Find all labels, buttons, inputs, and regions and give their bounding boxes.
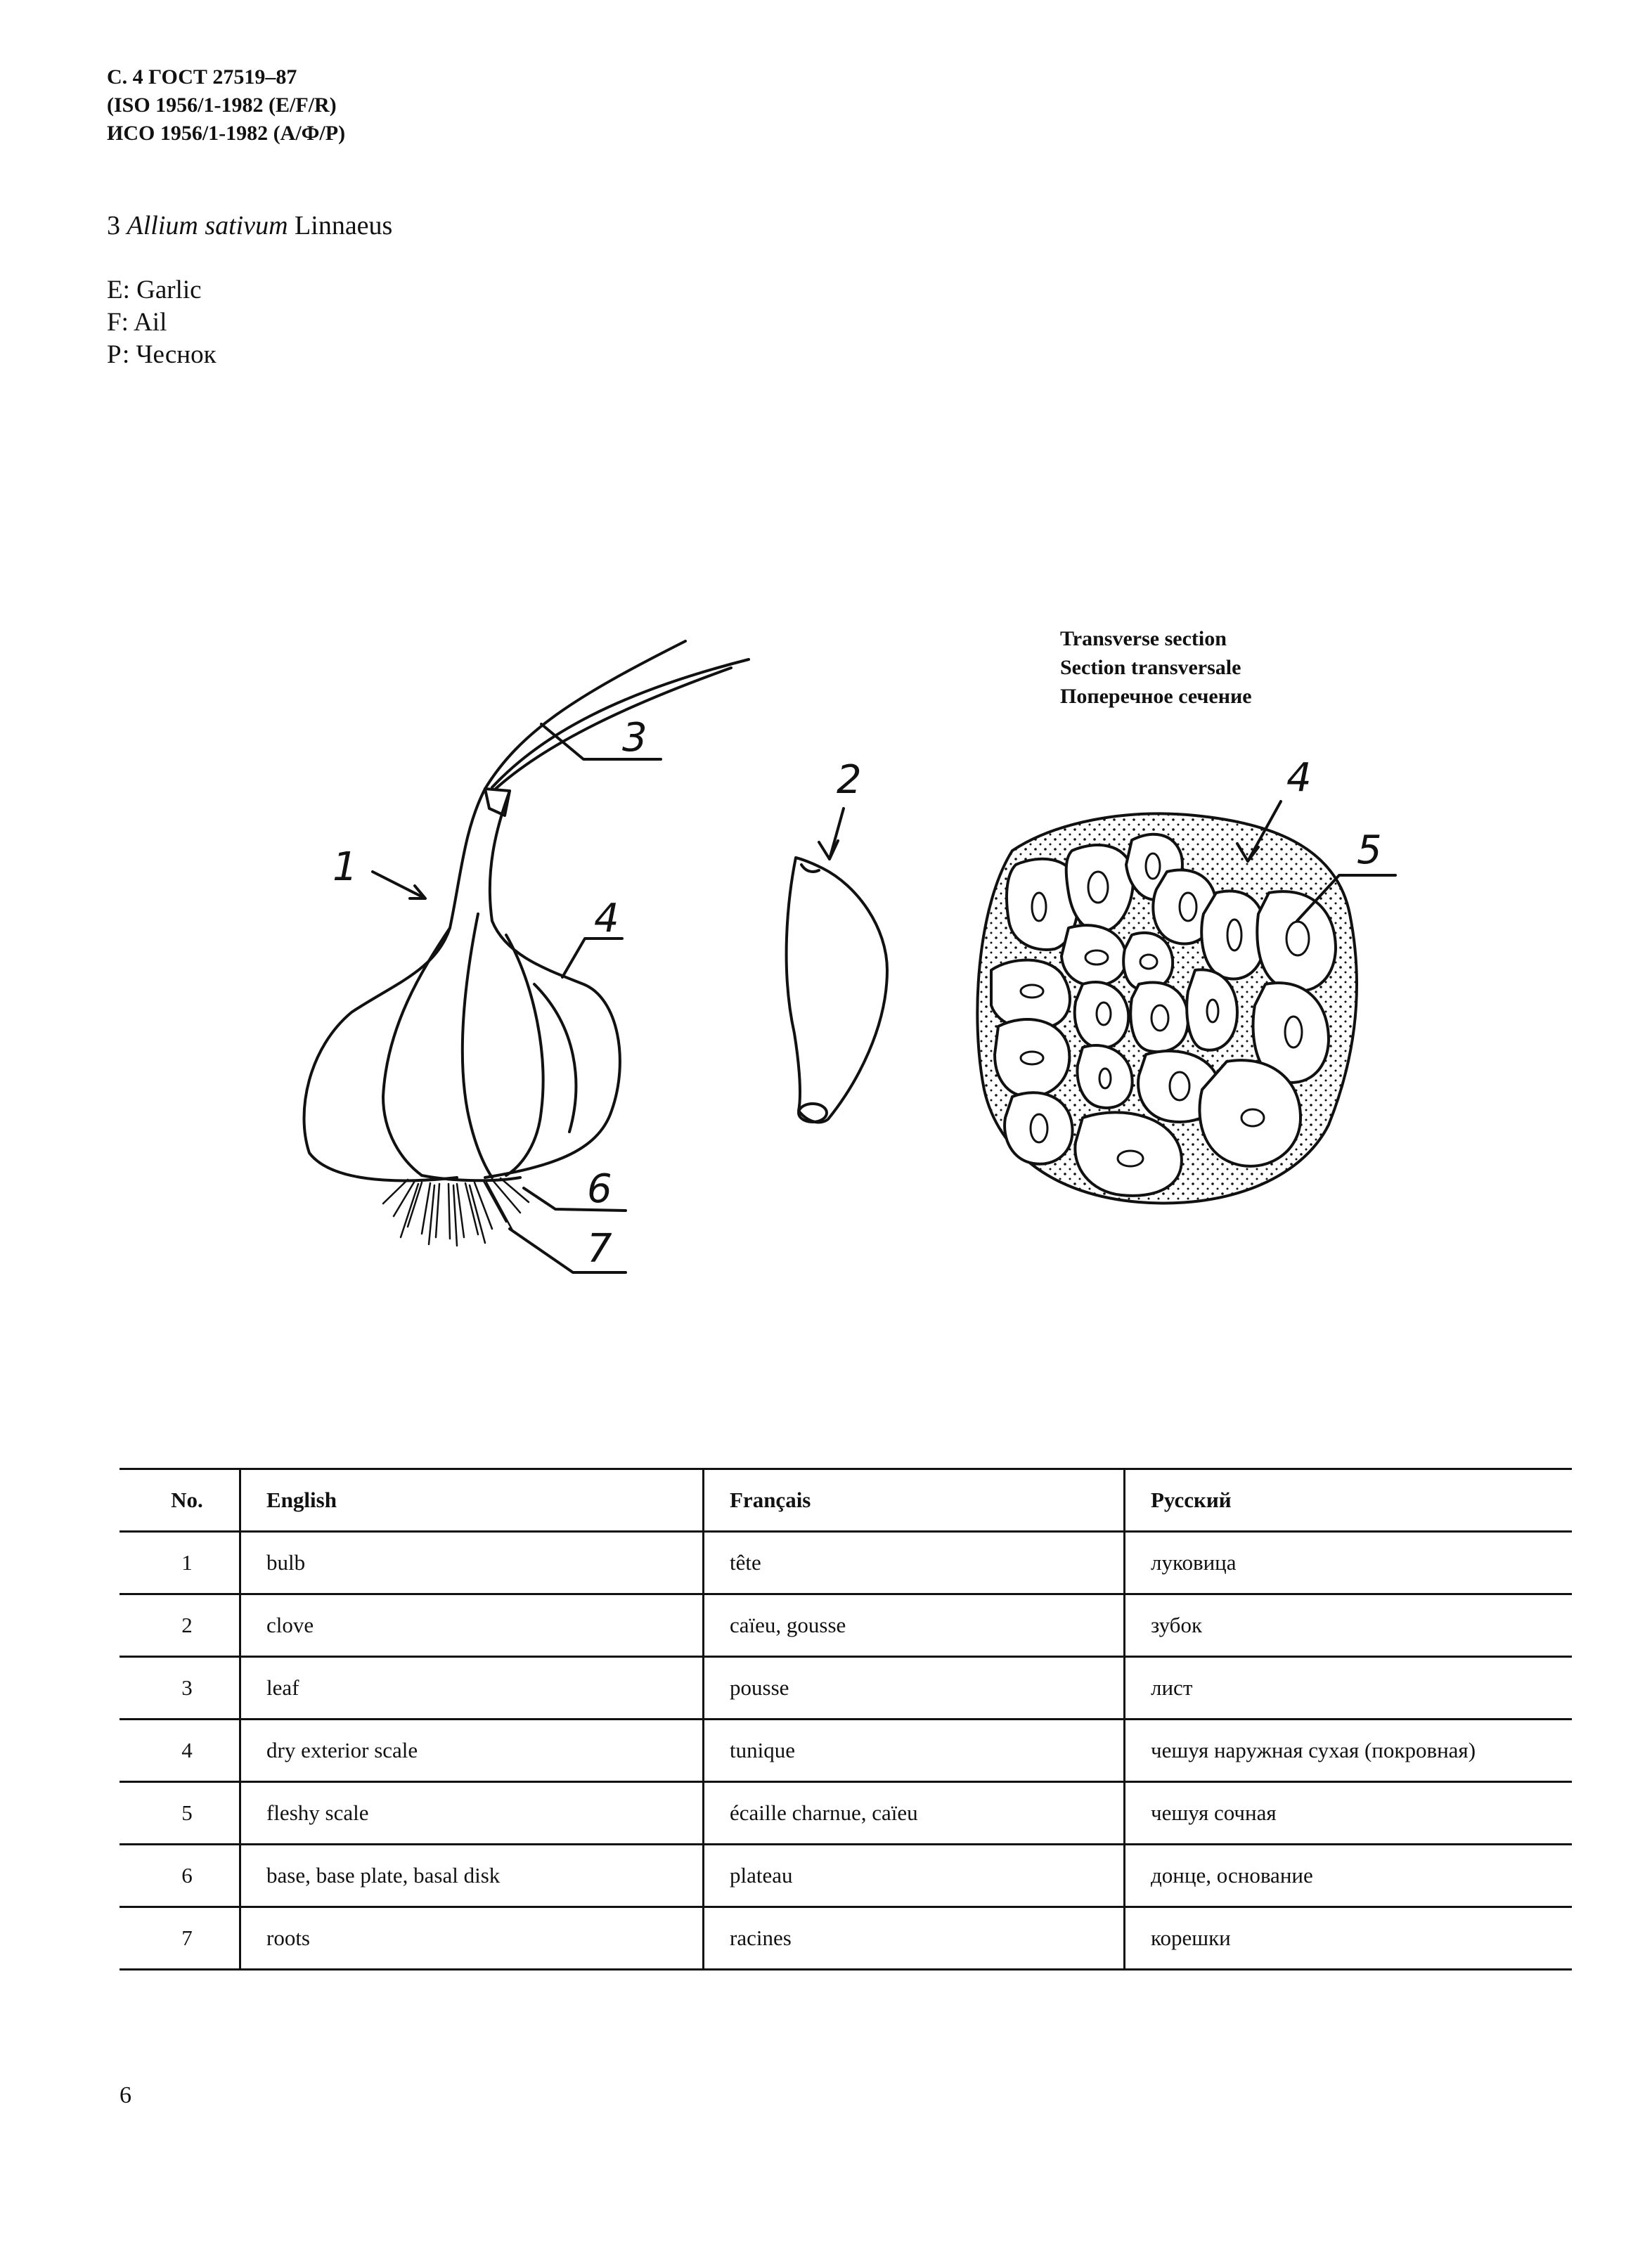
cell-english: fleshy scale [240, 1782, 704, 1845]
cell-no: 5 [120, 1782, 240, 1845]
cell-french: pousse [704, 1657, 1125, 1720]
callout-2: 2 [837, 757, 862, 803]
cell-english: bulb [240, 1532, 704, 1594]
common-name-fr: F: Ail [107, 308, 167, 337]
col-header-english: English [240, 1469, 704, 1532]
page-number: 6 [120, 2082, 131, 2108]
cell-no: 2 [120, 1594, 240, 1657]
cell-french: écaille charnue, caïeu [704, 1782, 1125, 1845]
cell-english: dry exterior scale [240, 1720, 704, 1782]
table-row [120, 1657, 1572, 1720]
table-row [120, 1782, 1572, 1845]
cell-french: racines [704, 1907, 1125, 1970]
clove-drawing [787, 808, 887, 1122]
callout-5: 5 [1357, 827, 1382, 873]
cell-no: 4 [120, 1720, 240, 1782]
header-line-3: ИСО 1956/1-1982 (А/Ф/Р) [107, 122, 346, 145]
cell-no: 7 [120, 1907, 240, 1970]
callout-3: 3 [622, 715, 647, 761]
cell-russian: лист [1125, 1657, 1573, 1720]
section-title-fr: Section transversale [1060, 656, 1241, 679]
species-authority: Linnaeus [295, 211, 393, 240]
cell-french: tête [704, 1532, 1125, 1594]
col-header-no: No. [120, 1469, 240, 1532]
header-line-1: С. 4 ГОСТ 27519–87 [107, 65, 297, 89]
callout-7: 7 [587, 1226, 612, 1272]
table-row [120, 1907, 1572, 1970]
table-row [120, 1845, 1572, 1907]
cell-no: 6 [120, 1845, 240, 1907]
cell-russian: зубок [1125, 1594, 1573, 1657]
roots-drawing [383, 1178, 529, 1246]
transverse-section-drawing [977, 801, 1395, 1204]
col-header-french: Français [704, 1469, 1125, 1532]
section-title-en: Transverse section [1060, 627, 1227, 650]
common-name-ru: Р: Чеснок [107, 340, 217, 369]
cell-russian: корешки [1125, 1907, 1573, 1970]
header-line-2: (ISO 1956/1-1982 (E/F/R) [107, 93, 337, 117]
cell-english: leaf [240, 1657, 704, 1720]
table-row [120, 1532, 1572, 1594]
terms-table [120, 1468, 1572, 1971]
species-latin-name: Allium sativum [127, 211, 288, 240]
cell-french: tunique [704, 1720, 1125, 1782]
table-row [120, 1594, 1572, 1657]
cell-russian: чешуя наружная сухая (покровная) [1125, 1720, 1573, 1782]
species-number: 3 [107, 211, 120, 240]
callout-6: 6 [587, 1166, 612, 1212]
callout-1: 1 [333, 844, 358, 890]
callout-4-section: 4 [1286, 755, 1312, 801]
cell-english: clove [240, 1594, 704, 1657]
section-title-ru: Поперечное сечение [1060, 685, 1252, 708]
common-name-en: E: Garlic [107, 276, 202, 304]
table-row [120, 1720, 1572, 1782]
cell-russian: луковица [1125, 1532, 1573, 1594]
leaf-drawing [485, 641, 749, 789]
col-header-russian: Русский [1125, 1469, 1573, 1532]
cell-russian: чешуя сочная [1125, 1782, 1573, 1845]
whole-bulb-drawing [304, 641, 749, 1272]
cell-english: base, base plate, basal disk [240, 1845, 704, 1907]
callout-4-bulb: 4 [594, 896, 619, 941]
cell-russian: донце, основание [1125, 1845, 1573, 1907]
cell-french: caïeu, gousse [704, 1594, 1125, 1657]
cell-no: 1 [120, 1532, 240, 1594]
cell-no: 3 [120, 1657, 240, 1720]
table-header-row [120, 1469, 1572, 1532]
cell-english: roots [240, 1907, 704, 1970]
cell-french: plateau [704, 1845, 1125, 1907]
